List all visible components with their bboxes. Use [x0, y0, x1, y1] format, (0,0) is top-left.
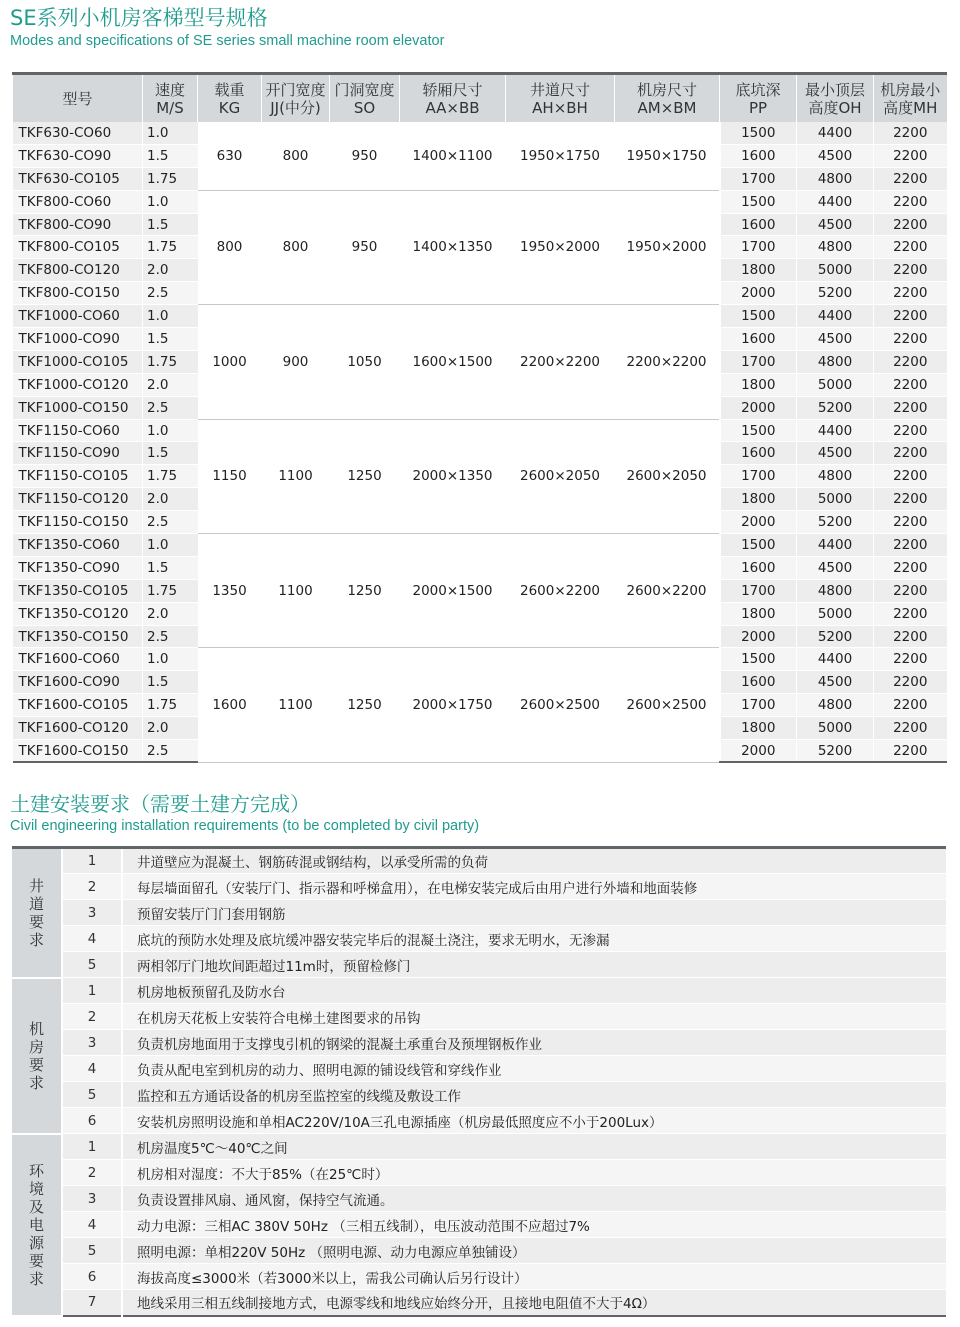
requirement-row: [12, 1264, 946, 1290]
pit-depth-cell: 1700: [720, 579, 797, 602]
machine-room-height-cell: 2200: [874, 671, 947, 694]
speed-cell: 1.75: [143, 465, 198, 488]
overhead-cell: 4500: [797, 144, 874, 167]
machine-room-height-cell: 2200: [874, 625, 947, 648]
car-size-cell: 2000×1350: [400, 419, 506, 533]
model-cell: TKF630-CO90: [13, 144, 143, 167]
door-opening-cell: 950: [330, 122, 400, 191]
machine-room-height-cell: 2200: [874, 144, 947, 167]
pit-depth-cell: 1600: [720, 671, 797, 694]
requirement-text: 负责机房地面用于支撑曳引机的钢梁的混凝土承重台及预埋钢板作业: [122, 1030, 946, 1056]
pit-depth-cell: 1500: [720, 122, 797, 145]
speed-cell: 1.0: [143, 305, 198, 328]
overhead-cell: 4500: [797, 213, 874, 236]
speed-cell: 2.0: [143, 717, 198, 740]
requirement-text: 地线采用三相五线制接地方式，电源零线和地线应始终分开，且接地电阻值不大于4Ω）: [122, 1290, 946, 1316]
overhead-cell: 4800: [797, 236, 874, 259]
spec-row: [13, 122, 947, 145]
car-size-cell: 1400×1350: [400, 190, 506, 304]
speed-cell: 1.75: [143, 236, 198, 259]
door-width-cell: 800: [262, 122, 330, 191]
model-cell: TKF1600-CO105: [13, 694, 143, 717]
machine-room-height-cell: 2200: [874, 488, 947, 511]
requirement-category-label: 机房要求: [28, 1019, 44, 1092]
requirement-number: 4: [62, 926, 122, 952]
machine-room-size-cell: 1950×1750: [615, 122, 720, 191]
model-cell: TKF1600-CO120: [13, 717, 143, 740]
speed-cell: 1.5: [143, 328, 198, 351]
requirement-text: 照明电源：单相220V 50Hz （照明电源、动力电源应单独铺设）: [122, 1238, 946, 1264]
spec-column-header: 机房最小 高度MH: [874, 74, 947, 122]
model-cell: TKF1000-CO60: [13, 305, 143, 328]
pit-depth-cell: 1500: [720, 648, 797, 671]
model-cell: TKF1150-CO60: [13, 419, 143, 442]
spec-column-header: 井道尺寸 AH×BH: [506, 74, 615, 122]
requirement-number: 4: [62, 1212, 122, 1238]
requirement-row: [12, 1108, 946, 1134]
requirement-row: [12, 1290, 946, 1316]
machine-room-height-cell: 2200: [874, 419, 947, 442]
load-cell: 800: [198, 190, 262, 304]
shaft-size-cell: 2200×2200: [506, 305, 615, 419]
spec-row: [13, 419, 947, 442]
door-width-cell: 1100: [262, 534, 330, 648]
requirement-row: [12, 978, 946, 1004]
shaft-size-cell: 2600×2050: [506, 419, 615, 533]
overhead-cell: 4500: [797, 556, 874, 579]
requirement-row: [12, 1160, 946, 1186]
speed-cell: 1.5: [143, 556, 198, 579]
pit-depth-cell: 2000: [720, 511, 797, 534]
overhead-cell: 5200: [797, 396, 874, 419]
requirement-text: 在机房天花板上安装符合电梯土建图要求的吊钩: [122, 1004, 946, 1030]
machine-room-height-cell: 2200: [874, 167, 947, 190]
pit-depth-cell: 1600: [720, 328, 797, 351]
machine-room-height-cell: 2200: [874, 259, 947, 282]
requirement-category: [12, 848, 62, 978]
load-cell: 1150: [198, 419, 262, 533]
pit-depth-cell: 2000: [720, 740, 797, 763]
requirement-number: 2: [62, 1160, 122, 1186]
overhead-cell: 4400: [797, 305, 874, 328]
requirement-text: 机房相对湿度：不大于85%（在25℃时）: [122, 1160, 946, 1186]
requirement-row: [12, 1186, 946, 1212]
overhead-cell: 4400: [797, 648, 874, 671]
spec-row: [13, 305, 947, 328]
machine-room-size-cell: 2600×2500: [615, 648, 720, 762]
pit-depth-cell: 1500: [720, 190, 797, 213]
spec-table-body: [13, 122, 947, 763]
machine-room-height-cell: 2200: [874, 740, 947, 763]
pit-depth-cell: 1700: [720, 694, 797, 717]
pit-depth-cell: 1500: [720, 305, 797, 328]
model-cell: TKF800-CO120: [13, 259, 143, 282]
machine-room-height-cell: 2200: [874, 465, 947, 488]
model-cell: TKF1000-CO150: [13, 396, 143, 419]
machine-room-height-cell: 2200: [874, 350, 947, 373]
overhead-cell: 5000: [797, 373, 874, 396]
overhead-cell: 5200: [797, 282, 874, 305]
pit-depth-cell: 1600: [720, 442, 797, 465]
model-cell: TKF1600-CO60: [13, 648, 143, 671]
model-cell: TKF1150-CO105: [13, 465, 143, 488]
pit-depth-cell: 1800: [720, 373, 797, 396]
door-opening-cell: 1050: [330, 305, 400, 419]
machine-room-height-cell: 2200: [874, 602, 947, 625]
model-cell: TKF1150-CO150: [13, 511, 143, 534]
machine-room-height-cell: 2200: [874, 328, 947, 351]
pit-depth-cell: 1500: [720, 419, 797, 442]
requirement-number: 1: [62, 848, 122, 874]
speed-cell: 2.5: [143, 625, 198, 648]
requirement-text: 负责从配电室到机房的动力、照明电源的铺设线管和穿线作业: [122, 1056, 946, 1082]
speed-cell: 2.5: [143, 511, 198, 534]
requirement-text: 每层墙面留孔（安装厅门、指示器和呼梯盒用），在电梯安装完成后由用户进行外墙和地面装修: [122, 874, 946, 900]
pit-depth-cell: 1800: [720, 259, 797, 282]
requirement-text: 预留安装厅门门套用钢筋: [122, 900, 946, 926]
door-width-cell: 1100: [262, 648, 330, 762]
model-cell: TKF630-CO105: [13, 167, 143, 190]
door-opening-cell: 950: [330, 190, 400, 304]
requirement-text: 监控和五方通话设备的机房至监控室的线缆及敷设工作: [122, 1082, 946, 1108]
requirements-table-body: [12, 848, 946, 1316]
overhead-cell: 4800: [797, 579, 874, 602]
requirement-text: 负责设置排风扇、通风窗，保持空气流通。: [122, 1186, 946, 1212]
pit-depth-cell: 2000: [720, 282, 797, 305]
model-cell: TKF1150-CO90: [13, 442, 143, 465]
shaft-size-cell: 2600×2200: [506, 534, 615, 648]
car-size-cell: 1400×1100: [400, 122, 506, 191]
model-cell: TKF1350-CO120: [13, 602, 143, 625]
door-width-cell: 800: [262, 190, 330, 304]
overhead-cell: 5000: [797, 259, 874, 282]
load-cell: 630: [198, 122, 262, 191]
pit-depth-cell: 1700: [720, 167, 797, 190]
spec-table: [12, 72, 947, 763]
speed-cell: 1.75: [143, 579, 198, 602]
pit-depth-cell: 1600: [720, 556, 797, 579]
machine-room-height-cell: 2200: [874, 236, 947, 259]
overhead-cell: 4800: [797, 350, 874, 373]
overhead-cell: 5200: [797, 511, 874, 534]
overhead-cell: 4500: [797, 442, 874, 465]
machine-room-height-cell: 2200: [874, 396, 947, 419]
requirement-number: 6: [62, 1108, 122, 1134]
requirement-number: 1: [62, 978, 122, 1004]
door-opening-cell: 1250: [330, 648, 400, 762]
requirement-number: 2: [62, 1004, 122, 1030]
model-cell: TKF1600-CO150: [13, 740, 143, 763]
load-cell: 1350: [198, 534, 262, 648]
pit-depth-cell: 1800: [720, 602, 797, 625]
spec-column-header: 载重 KG: [198, 74, 262, 122]
page-subtitle: Modes and specifications of SE series small machine room elevator: [10, 33, 445, 49]
speed-cell: 1.5: [143, 213, 198, 236]
model-cell: TKF1350-CO150: [13, 625, 143, 648]
machine-room-size-cell: 2600×2200: [615, 534, 720, 648]
speed-cell: 1.5: [143, 144, 198, 167]
requirement-number: 3: [62, 1030, 122, 1056]
speed-cell: 2.0: [143, 488, 198, 511]
machine-room-height-cell: 2200: [874, 511, 947, 534]
requirement-row: [12, 1056, 946, 1082]
pit-depth-cell: 1600: [720, 144, 797, 167]
load-cell: 1000: [198, 305, 262, 419]
requirement-category: [12, 1134, 62, 1316]
pit-depth-cell: 1600: [720, 213, 797, 236]
machine-room-size-cell: 1950×2000: [615, 190, 720, 304]
requirement-row: [12, 1004, 946, 1030]
spec-column-header: 型号: [13, 74, 143, 122]
model-cell: TKF1150-CO120: [13, 488, 143, 511]
requirement-text: 底坑的预防水处理及底坑缓冲器安装完毕后的混凝土浇注，要求无明水，无渗漏: [122, 926, 946, 952]
requirement-row: [12, 1212, 946, 1238]
car-size-cell: 2000×1750: [400, 648, 506, 762]
model-cell: TKF1000-CO120: [13, 373, 143, 396]
requirement-number: 1: [62, 1134, 122, 1160]
page-title: SE系列小机房客梯型号规格: [10, 6, 268, 30]
speed-cell: 1.0: [143, 534, 198, 557]
requirement-category: [12, 978, 62, 1134]
machine-room-height-cell: 2200: [874, 534, 947, 557]
machine-room-height-cell: 2200: [874, 442, 947, 465]
speed-cell: 1.0: [143, 648, 198, 671]
requirements-table: [12, 846, 946, 1317]
spec-column-header: 最小顶层 高度OH: [797, 74, 874, 122]
requirement-text: 井道壁应为混凝土、钢筋砖混或钢结构，以承受所需的负荷: [122, 848, 946, 874]
requirement-number: 5: [62, 952, 122, 978]
overhead-cell: 4400: [797, 419, 874, 442]
pit-depth-cell: 2000: [720, 396, 797, 419]
spec-column-header: 门洞宽度 SO: [330, 74, 400, 122]
overhead-cell: 5200: [797, 625, 874, 648]
overhead-cell: 5000: [797, 717, 874, 740]
requirement-number: 5: [62, 1082, 122, 1108]
spec-column-header: 开门宽度 JJ(中分): [262, 74, 330, 122]
requirement-number: 2: [62, 874, 122, 900]
pit-depth-cell: 2000: [720, 625, 797, 648]
model-cell: TKF1350-CO60: [13, 534, 143, 557]
speed-cell: 2.5: [143, 396, 198, 419]
shaft-size-cell: 2600×2500: [506, 648, 615, 762]
overhead-cell: 4800: [797, 694, 874, 717]
speed-cell: 1.5: [143, 442, 198, 465]
model-cell: TKF1350-CO90: [13, 556, 143, 579]
overhead-cell: 5000: [797, 602, 874, 625]
machine-room-height-cell: 2200: [874, 579, 947, 602]
requirement-row: [12, 1030, 946, 1056]
spec-column-header: 机房尺寸 AM×BM: [615, 74, 720, 122]
model-cell: TKF1000-CO90: [13, 328, 143, 351]
car-size-cell: 2000×1500: [400, 534, 506, 648]
overhead-cell: 4800: [797, 167, 874, 190]
overhead-cell: 4500: [797, 671, 874, 694]
requirement-text: 安装机房照明设施和单相AC220V/10A三孔电源插座（机房最低照度应不小于200Lux）: [122, 1108, 946, 1134]
pit-depth-cell: 1800: [720, 488, 797, 511]
machine-room-height-cell: 2200: [874, 556, 947, 579]
section-title: 土建安装要求（需要土建方完成）: [10, 792, 310, 816]
machine-room-size-cell: 2600×2050: [615, 419, 720, 533]
requirement-text: 两相邻厅门地坎间距超过11m时，预留检修门: [122, 952, 946, 978]
spec-table-header: [13, 74, 947, 122]
machine-room-height-cell: 2200: [874, 694, 947, 717]
speed-cell: 1.75: [143, 167, 198, 190]
speed-cell: 2.5: [143, 282, 198, 305]
speed-cell: 2.0: [143, 373, 198, 396]
machine-room-height-cell: 2200: [874, 648, 947, 671]
speed-cell: 2.0: [143, 259, 198, 282]
overhead-cell: 4800: [797, 465, 874, 488]
door-opening-cell: 1250: [330, 419, 400, 533]
requirement-text: 机房温度5℃～40℃之间: [122, 1134, 946, 1160]
spec-column-header: 速度 M/S: [143, 74, 198, 122]
requirement-number: 6: [62, 1264, 122, 1290]
model-cell: TKF630-CO60: [13, 122, 143, 145]
requirement-category-label: 环境及电源要求: [28, 1161, 44, 1288]
requirement-number: 5: [62, 1238, 122, 1264]
model-cell: TKF1350-CO105: [13, 579, 143, 602]
model-cell: TKF1600-CO90: [13, 671, 143, 694]
requirement-text: 动力电源：三相AC 380V 50Hz （三相五线制），电压波动范围不应超过7%: [122, 1212, 946, 1238]
requirement-row: [12, 874, 946, 900]
requirement-row: [12, 1134, 946, 1160]
machine-room-height-cell: 2200: [874, 213, 947, 236]
spec-row: [13, 534, 947, 557]
pit-depth-cell: 1700: [720, 350, 797, 373]
model-cell: TKF800-CO90: [13, 213, 143, 236]
model-cell: TKF800-CO150: [13, 282, 143, 305]
speed-cell: 1.0: [143, 419, 198, 442]
speed-cell: 1.75: [143, 350, 198, 373]
requirement-number: 4: [62, 1056, 122, 1082]
load-cell: 1600: [198, 648, 262, 762]
model-cell: TKF800-CO60: [13, 190, 143, 213]
machine-room-size-cell: 2200×2200: [615, 305, 720, 419]
door-width-cell: 1100: [262, 419, 330, 533]
model-cell: TKF1000-CO105: [13, 350, 143, 373]
machine-room-height-cell: 2200: [874, 305, 947, 328]
overhead-cell: 4500: [797, 328, 874, 351]
section-subtitle: Civil engineering installation requirements (to be completed by civil party): [10, 818, 480, 834]
door-width-cell: 900: [262, 305, 330, 419]
speed-cell: 1.0: [143, 190, 198, 213]
requirement-text: 机房地板预留孔及防水台: [122, 978, 946, 1004]
speed-cell: 1.0: [143, 122, 198, 145]
model-cell: TKF800-CO105: [13, 236, 143, 259]
requirement-row: [12, 848, 946, 874]
speed-cell: 1.75: [143, 694, 198, 717]
overhead-cell: 5000: [797, 488, 874, 511]
requirement-row: [12, 926, 946, 952]
overhead-cell: 4400: [797, 534, 874, 557]
requirement-text: 海拔高度≤3000米（若3000米以上，需我公司确认后另行设计）: [122, 1264, 946, 1290]
speed-cell: 2.0: [143, 602, 198, 625]
spec-row: [13, 648, 947, 671]
pit-depth-cell: 1800: [720, 717, 797, 740]
spec-column-header: 轿厢尺寸 AA×BB: [400, 74, 506, 122]
requirement-row: [12, 1238, 946, 1264]
requirement-number: 3: [62, 900, 122, 926]
speed-cell: 2.5: [143, 740, 198, 763]
car-size-cell: 1600×1500: [400, 305, 506, 419]
pit-depth-cell: 1500: [720, 534, 797, 557]
requirement-row: [12, 952, 946, 978]
shaft-size-cell: 1950×2000: [506, 190, 615, 304]
overhead-cell: 5200: [797, 740, 874, 763]
shaft-size-cell: 1950×1750: [506, 122, 615, 191]
pit-depth-cell: 1700: [720, 236, 797, 259]
machine-room-height-cell: 2200: [874, 717, 947, 740]
machine-room-height-cell: 2200: [874, 373, 947, 396]
machine-room-height-cell: 2200: [874, 190, 947, 213]
requirement-number: 7: [62, 1290, 122, 1316]
speed-cell: 1.5: [143, 671, 198, 694]
requirement-category-label: 井道要求: [28, 876, 44, 949]
door-opening-cell: 1250: [330, 534, 400, 648]
spec-column-header: 底坑深 PP: [720, 74, 797, 122]
requirement-row: [12, 900, 946, 926]
machine-room-height-cell: 2200: [874, 282, 947, 305]
requirement-row: [12, 1082, 946, 1108]
overhead-cell: 4400: [797, 122, 874, 145]
machine-room-height-cell: 2200: [874, 122, 947, 145]
spec-row: [13, 190, 947, 213]
pit-depth-cell: 1700: [720, 465, 797, 488]
overhead-cell: 4400: [797, 190, 874, 213]
requirement-number: 3: [62, 1186, 122, 1212]
